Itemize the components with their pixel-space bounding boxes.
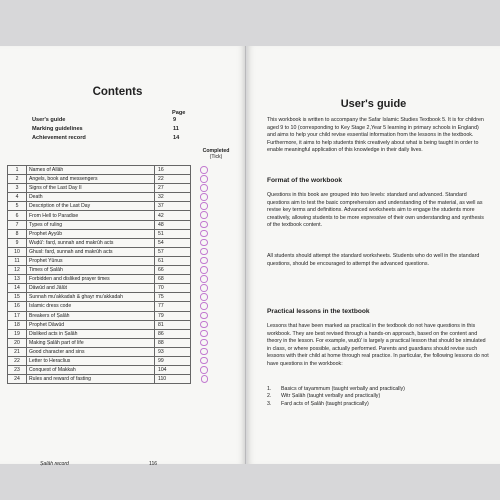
lesson-number: 11 — [8, 256, 27, 265]
table-row — [8, 202, 218, 211]
table-row — [8, 293, 218, 302]
lesson-number: 4 — [8, 193, 27, 202]
completed-tick-circle[interactable] — [200, 248, 208, 256]
completed-tick-circle[interactable] — [200, 366, 208, 374]
table-row — [8, 266, 218, 275]
lesson-page: 22 — [155, 175, 191, 184]
front-matter-label: User's guide — [32, 117, 66, 123]
lesson-title: Wuḍū': farḍ, sunnah and makrūh acts — [27, 238, 155, 247]
lesson-page: 104 — [155, 366, 191, 375]
lesson-title: Signs of the Last Day II — [27, 184, 155, 193]
completed-tick-circle[interactable] — [200, 348, 208, 356]
lesson-title: Prophet Dāwūd — [27, 320, 155, 329]
completed-cell — [191, 220, 218, 229]
format-heading: Format of the workbook — [267, 177, 343, 184]
format-paragraph-1: Questions in this book are grouped into two levels: standard and advanced. Standard questions aim to test the basic comprehension and understanding of the material, as well as revise key terms and definitions. Advanced worksheets aim to engage the students more creatively, allowing students to be more expressive of their own understanding and synthesis of the textbook content. — [267, 192, 484, 229]
table-row — [8, 338, 218, 347]
table-row — [8, 356, 218, 365]
practical-heading: Practical lessons in the textbook — [267, 308, 370, 315]
front-matter-page: 14 — [173, 135, 180, 141]
lesson-page: 75 — [155, 293, 191, 302]
table-row — [8, 329, 218, 338]
lesson-page: 86 — [155, 329, 191, 338]
completed-cell — [191, 347, 218, 356]
lesson-number: 23 — [8, 366, 27, 375]
lesson-title: Letter to Heraclius — [27, 356, 155, 365]
lesson-page: 27 — [155, 184, 191, 193]
lesson-number: 18 — [8, 320, 27, 329]
table-row — [8, 302, 218, 311]
completed-tick-circle[interactable] — [200, 221, 208, 229]
lesson-number: 1 — [8, 166, 27, 175]
completed-label: Completed — [202, 148, 230, 154]
completed-cell — [191, 166, 218, 175]
completed-tick-circle[interactable] — [200, 230, 208, 238]
lesson-number: 6 — [8, 211, 27, 220]
lesson-number: 22 — [8, 356, 27, 365]
completed-tick-circle[interactable] — [200, 239, 208, 247]
lesson-number: 17 — [8, 311, 27, 320]
lesson-title: Prophet Ayyūb — [27, 229, 155, 238]
lesson-page: 37 — [155, 202, 191, 211]
completed-tick-circle[interactable] — [200, 321, 208, 329]
users-guide-title: User's guide — [340, 98, 407, 110]
lesson-number: 3 — [8, 184, 27, 193]
lesson-page: 81 — [155, 320, 191, 329]
completed-cell — [191, 202, 218, 211]
completed-tick-circle[interactable] — [201, 375, 209, 383]
completed-cell — [191, 275, 218, 284]
table-row — [8, 229, 218, 238]
lesson-page: 70 — [155, 284, 191, 293]
front-matter-list — [18, 117, 193, 144]
completed-tick-circle[interactable] — [200, 257, 208, 265]
table-row — [8, 275, 218, 284]
lesson-page: 68 — [155, 275, 191, 284]
contents-title: Contents — [92, 86, 143, 98]
lesson-number: 8 — [8, 229, 27, 238]
lesson-number: 5 — [8, 202, 27, 211]
completed-cell — [191, 329, 218, 338]
lesson-title: Angels, book and messengers — [27, 175, 155, 184]
table-row — [8, 320, 218, 329]
completed-cell — [191, 229, 218, 238]
lesson-title: Times of Ṣalāh — [27, 266, 155, 275]
front-matter-label: Marking guidelines — [32, 126, 83, 132]
lesson-number: 13 — [8, 275, 27, 284]
list-item-number: 1. — [267, 386, 272, 392]
lesson-page: 77 — [155, 302, 191, 311]
table-row — [8, 193, 218, 202]
table-row — [8, 238, 218, 247]
completed-tick-circle[interactable] — [200, 312, 208, 320]
lesson-title: Conquest of Makkah — [27, 366, 155, 375]
table-row — [8, 175, 218, 184]
page-column-header: Page — [172, 110, 186, 116]
lesson-number: 12 — [8, 266, 27, 275]
lesson-number: 9 — [8, 238, 27, 247]
lesson-page: 57 — [155, 247, 191, 256]
lesson-page: 99 — [155, 356, 191, 365]
completed-cell — [191, 284, 218, 293]
completed-cell — [191, 247, 218, 256]
front-matter-page: 9 — [173, 117, 177, 123]
salah-record-label: Ṣalāh record — [40, 461, 69, 467]
table-row — [8, 211, 218, 220]
salah-record-page: 116 — [149, 461, 158, 467]
completed-cell — [191, 184, 218, 193]
completed-tick-circle[interactable] — [200, 357, 208, 365]
lesson-title: Dāwūd and Jālūt — [27, 284, 155, 293]
completed-tick-circle[interactable] — [200, 211, 208, 219]
completed-cell — [191, 175, 218, 184]
completed-tick-circle[interactable] — [200, 175, 208, 183]
completed-cell — [191, 256, 218, 265]
lesson-title: Names of Allāh — [27, 166, 155, 175]
completed-tick-circle[interactable] — [200, 266, 208, 274]
completed-cell — [191, 238, 218, 247]
format-paragraph-2: All students should attempt the standard worksheets. Students who do well in the standard questions, should be encouraged to attempt the advanced questions. — [267, 253, 480, 267]
completed-cell — [191, 266, 218, 275]
salah-record-row — [40, 461, 158, 467]
lesson-page: 66 — [155, 266, 191, 275]
lesson-number: 16 — [8, 302, 27, 311]
completed-tick-circle[interactable] — [200, 339, 208, 347]
practical-paragraph: Lessons that have been marked as practical in the textbook do not have questions in this workbook. They are best revised through a hands-on approach, based on the content and theory in the lesson. For example, wuḍū' is largely a practical lesson that should be simulated in class, or where possible, actually performed. Parents and guardians should revise such lessons with their child at home through real practice. In particular, the following lessons do not have questions in the workbook: — [267, 323, 489, 367]
list-item-text: Witr Ṣalāh (taught verbally and practically) — [281, 393, 381, 400]
lesson-title: Death — [27, 193, 155, 202]
users-guide-page — [247, 46, 500, 464]
lesson-number: 10 — [8, 247, 27, 256]
list-item-number: 2. — [267, 393, 272, 400]
lesson-page: 54 — [155, 238, 191, 247]
completed-cell — [191, 366, 218, 375]
list-item-text: Basics of tayammum (taught verbally and practically) — [281, 386, 405, 392]
completed-tick-circle[interactable] — [200, 293, 208, 301]
front-matter-row — [18, 117, 193, 126]
lesson-number: 2 — [8, 175, 27, 184]
table-row — [8, 284, 218, 293]
lesson-page: 93 — [155, 347, 191, 356]
completed-cell — [191, 338, 218, 347]
completed-tick-circle[interactable] — [200, 193, 208, 201]
table-row — [8, 256, 218, 265]
lesson-number: 21 — [8, 347, 27, 356]
completed-tick-circle[interactable] — [200, 284, 208, 292]
table-row — [8, 247, 218, 256]
lesson-number: 7 — [8, 220, 27, 229]
lesson-title: Ghusl: farḍ, sunnah and makrūh acts — [27, 247, 155, 256]
intro-paragraph: This workbook is written to accompany the Safar Islamic Studies Textbook 5. It is for children aged 9 to 10 (corresponding to Key Stage 2,Year 5 learning in primary schools in England) and aims to help your child revise essential information from the lessons in the textbook. Furthermore, it aims to help students think creatively about what is being taught in order to enable meaningful application of this knowledge in their daily lives. — [267, 117, 484, 154]
completed-tick-circle[interactable] — [200, 166, 208, 174]
table-row — [8, 311, 218, 320]
table-row — [8, 375, 218, 384]
lesson-number: 24 — [8, 375, 27, 384]
completed-column-header — [196, 148, 236, 160]
completed-cell — [191, 193, 218, 202]
lesson-title: From Hell to Paradise — [27, 211, 155, 220]
completed-cell — [191, 356, 218, 365]
lesson-title: Forbidden and disliked prayer times — [27, 275, 155, 284]
list-item-text: Farḍ acts of Ṣalāh (taught practically) — [281, 400, 369, 407]
lesson-title: Types of ruling — [27, 220, 155, 229]
lesson-page: 110 — [155, 375, 191, 384]
lesson-page: 42 — [155, 211, 191, 220]
completed-tick-circle[interactable] — [200, 302, 208, 310]
lesson-page: 16 — [155, 166, 191, 175]
lesson-title: Breakers of Ṣalāh — [27, 311, 155, 320]
table-row — [8, 220, 218, 229]
completed-cell — [191, 293, 218, 302]
lesson-title: Good character and sins — [27, 347, 155, 356]
lesson-page: 48 — [155, 220, 191, 229]
list-item-number: 3. — [267, 400, 272, 407]
lesson-title: Rules and reward of fasting — [27, 375, 155, 384]
lesson-number: 14 — [8, 284, 27, 293]
lesson-page: 79 — [155, 311, 191, 320]
table-row — [8, 184, 218, 193]
lesson-page: 88 — [155, 338, 191, 347]
completed-tick-circle[interactable] — [200, 330, 208, 338]
lesson-title: Sunnah mu'akkadah & ghayr mu'akkadah — [27, 293, 155, 302]
front-matter-row — [18, 135, 193, 144]
lesson-title: Islamic dress code — [27, 302, 155, 311]
lesson-page: 51 — [155, 229, 191, 238]
lesson-page: 61 — [155, 256, 191, 265]
completed-cell — [191, 375, 218, 384]
lesson-title: Description of the Last Day — [27, 202, 155, 211]
lesson-title: Prophet Yūnus — [27, 256, 155, 265]
completed-cell — [191, 311, 218, 320]
front-matter-label: Achievement record — [32, 135, 86, 141]
completed-cell — [191, 320, 218, 329]
front-matter-page: 11 — [173, 126, 179, 132]
tick-label: (Tick) — [209, 154, 223, 161]
completed-cell — [191, 302, 218, 311]
completed-tick-circle[interactable] — [200, 202, 208, 210]
table-row — [8, 366, 218, 375]
completed-tick-circle[interactable] — [200, 184, 208, 192]
table-row — [8, 347, 218, 356]
completed-cell — [191, 211, 218, 220]
lesson-number: 19 — [8, 329, 27, 338]
table-row — [8, 166, 218, 175]
contents-table — [7, 165, 218, 384]
lesson-number: 20 — [8, 338, 27, 347]
front-matter-row — [18, 126, 193, 135]
completed-tick-circle[interactable] — [200, 275, 208, 283]
lesson-number: 15 — [8, 293, 27, 302]
lesson-title: Disliked acts in Ṣalāh — [27, 329, 155, 338]
lesson-title: Making Ṣalāh part of life — [27, 338, 155, 347]
contents-page — [0, 46, 246, 467]
lesson-page: 32 — [155, 193, 191, 202]
